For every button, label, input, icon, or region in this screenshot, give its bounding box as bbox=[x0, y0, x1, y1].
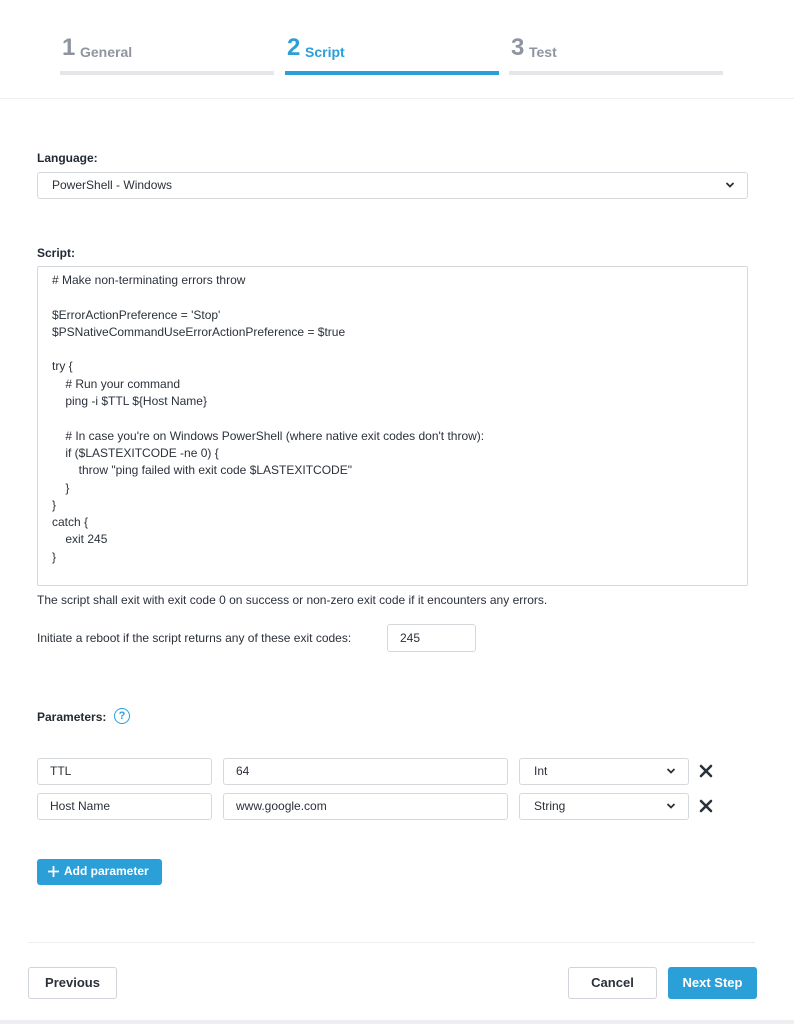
step-label: Script bbox=[305, 44, 345, 60]
parameter-value-text: www.google.com bbox=[236, 799, 327, 813]
step-number: 3 bbox=[511, 34, 525, 61]
parameter-name-input[interactable] bbox=[37, 793, 212, 820]
script-label: Script: bbox=[37, 246, 76, 260]
remove-parameter-icon[interactable] bbox=[699, 764, 713, 778]
language-label: Language: bbox=[37, 151, 98, 165]
reboot-exit-codes-input[interactable] bbox=[387, 624, 476, 652]
next-step-button[interactable]: Next Step bbox=[668, 967, 757, 999]
cancel-button[interactable]: Cancel bbox=[568, 967, 657, 999]
step-general[interactable] bbox=[60, 34, 274, 76]
reboot-exit-codes-value: 245 bbox=[400, 631, 421, 645]
parameter-value-text: 64 bbox=[236, 764, 250, 778]
previous-button[interactable]: Previous bbox=[28, 967, 117, 999]
reboot-label: Initiate a reboot if the script returns any of these exit codes: bbox=[37, 631, 352, 645]
parameter-name-value: TTL bbox=[50, 764, 72, 778]
remove-parameter-icon[interactable] bbox=[699, 799, 713, 813]
step-label: General bbox=[80, 44, 133, 60]
parameter-type-select[interactable] bbox=[519, 793, 689, 820]
chevron-down-icon bbox=[666, 802, 676, 810]
parameter-value-input[interactable] bbox=[223, 758, 508, 785]
language-select[interactable] bbox=[37, 172, 748, 199]
add-parameter-label: Add parameter bbox=[64, 864, 149, 878]
wizard-steps bbox=[0, 0, 794, 99]
step-progress-bar bbox=[285, 71, 499, 75]
parameter-type-select[interactable] bbox=[519, 758, 689, 785]
parameter-value-input[interactable] bbox=[223, 793, 508, 820]
step-progress-bar bbox=[509, 71, 723, 75]
parameters-label: Parameters: bbox=[37, 710, 107, 724]
parameter-type-value: String bbox=[534, 799, 566, 813]
parameter-name-value: Host Name bbox=[50, 799, 111, 813]
language-select-value: PowerShell - Windows bbox=[52, 178, 173, 192]
script-editor[interactable] bbox=[37, 266, 748, 586]
step-number: 1 bbox=[62, 34, 76, 61]
bottom-edge bbox=[0, 1020, 794, 1024]
step-progress-bar bbox=[60, 71, 274, 75]
parameter-name-input[interactable] bbox=[37, 758, 212, 785]
script-exit-note: The script shall exit with exit code 0 on success or non-zero exit code if it encounters any errors. bbox=[37, 593, 548, 607]
help-icon[interactable]: ? bbox=[114, 708, 130, 724]
chevron-down-icon bbox=[666, 767, 676, 775]
step-number: 2 bbox=[287, 34, 301, 61]
add-parameter-button[interactable] bbox=[37, 859, 162, 885]
step-label: Test bbox=[529, 44, 557, 60]
footer-divider bbox=[28, 942, 755, 943]
step-test[interactable] bbox=[509, 34, 723, 76]
parameter-type-value: Int bbox=[534, 764, 548, 778]
plus-icon bbox=[47, 865, 60, 878]
chevron-down-icon bbox=[725, 181, 735, 189]
step-script[interactable] bbox=[285, 34, 499, 76]
script-code: # Make non-terminating errors throw $ErrorActionPreference = 'Stop' $PSNativeCommandUseErrorActionPreference = $true try { # Run your command ping -i $TTL ${Host Name} # In case you're on Windows PowerShell (where native exit codes don't throw): if ($LASTEXITCODE -ne 0) { throw "ping failed with exit code $LASTEXITCODE" } } catch { exit 245 } bbox=[52, 273, 485, 564]
